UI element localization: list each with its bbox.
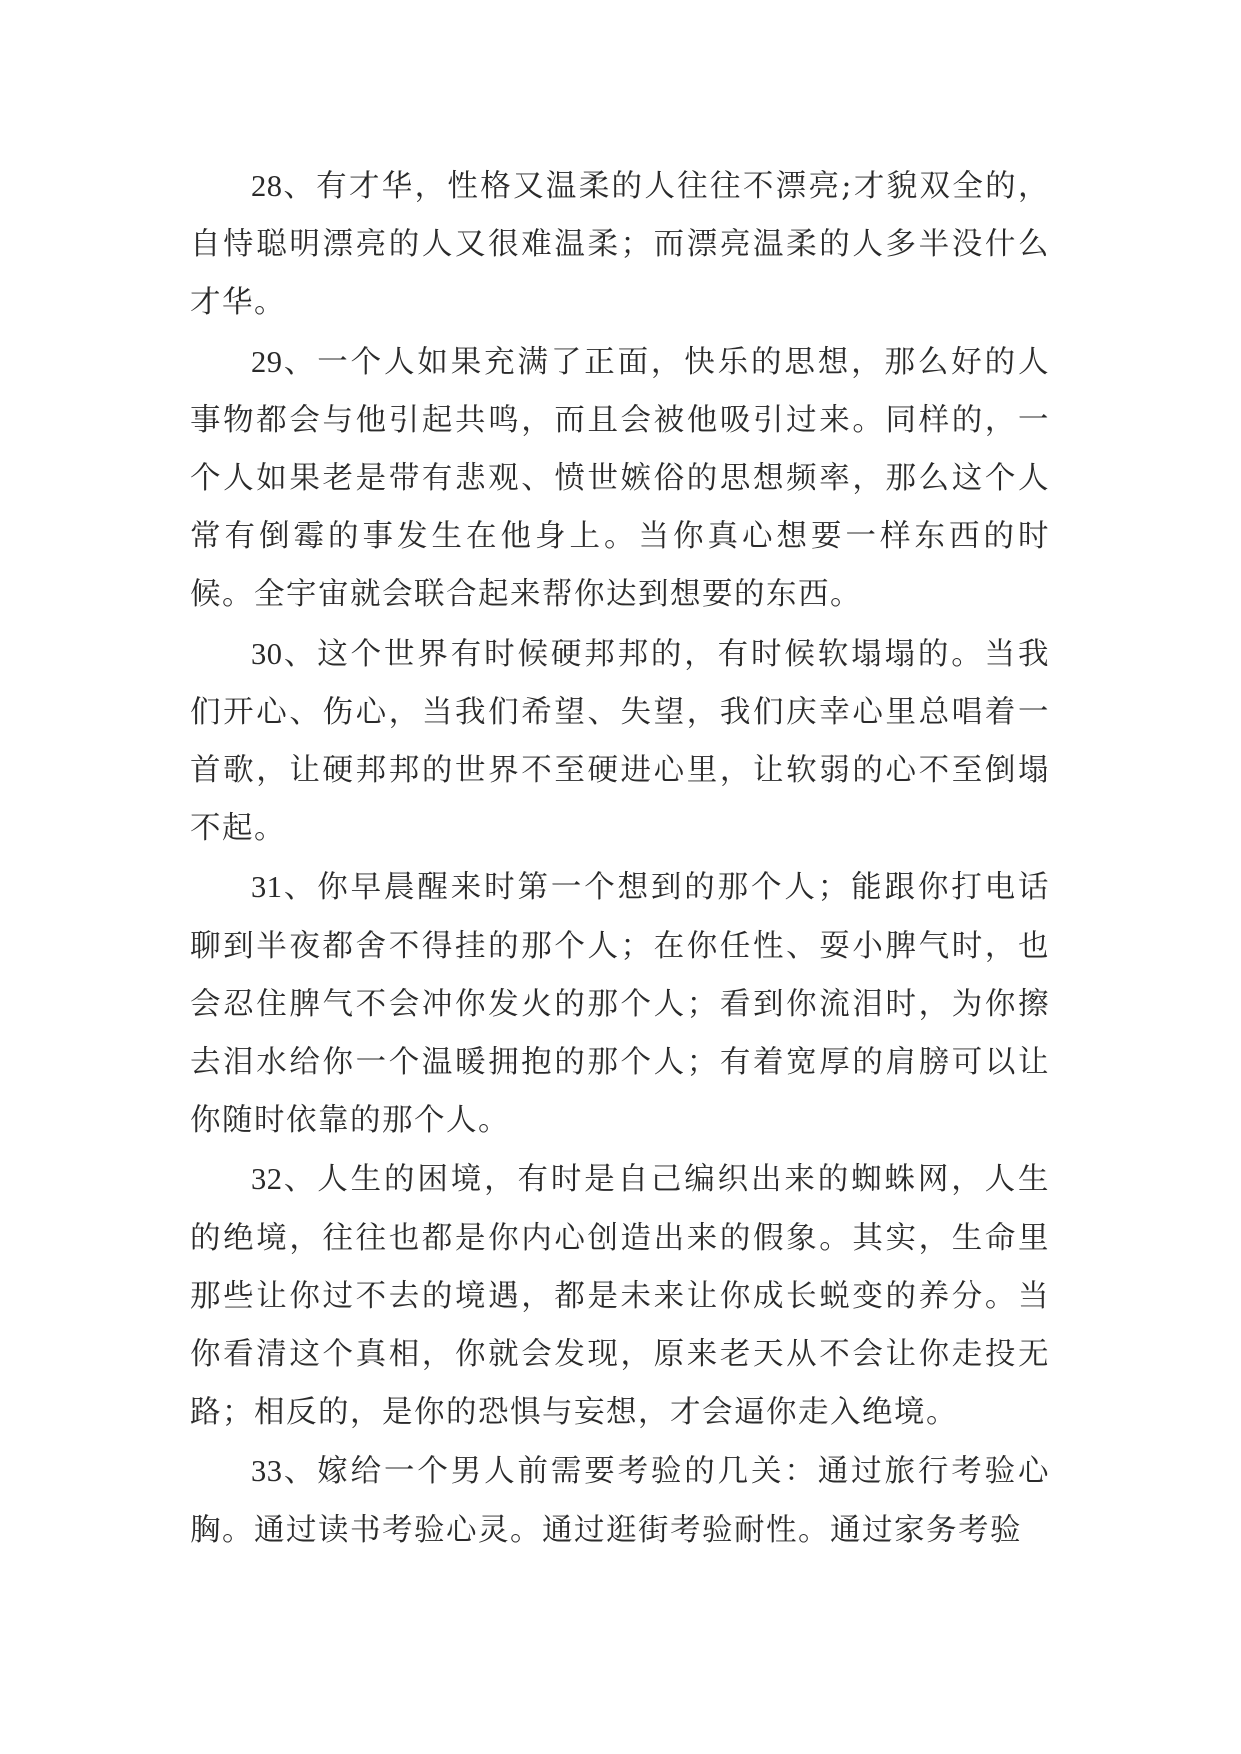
paragraph-text: 、有才华，性格又温柔的人往往不漂亮;才貌双全的，自恃聪明漂亮的人又很难温柔；而漂亮温柔的人多半没什么才华。 <box>190 169 1050 321</box>
paragraph-number: 31 <box>251 870 283 905</box>
paragraph-number: 29 <box>251 344 283 379</box>
paragraph-31 <box>190 858 1050 1150</box>
paragraph-28 <box>190 157 1050 333</box>
paragraph-text: 、人生的困境，有时是自己编织出来的蜘蛛网，人生的绝境，往往也都是你内心创造出来的假象。其实，生命里那些让你过不去的境遇，都是未来让你成长蜕变的养分。当你看清这个真相，你就会发现，原来老天从不会让你走投无路；相反的，是你的恐惧与妄想，才会逼你走入绝境。 <box>190 1162 1050 1431</box>
paragraph-text: 、你早晨醒来时第一个想到的那个人；能跟你打电话聊到半夜都舍不得挂的那个人；在你任性、耍小脾气时，也会忍住脾气不会冲你发火的那个人；看到你流泪时，为你擦去泪水给你一个温暖拥抱的那个人；有着宽厚的肩膀可以让你随时依靠的那个人。 <box>190 870 1050 1139</box>
paragraph-30 <box>190 625 1050 859</box>
paragraph-text: 、这个世界有时候硬邦邦的，有时候软塌塌的。当我们开心、伤心，当我们希望、失望，我们庆幸心里总唱着一首歌，让硬邦邦的世界不至硬进心里，让软弱的心不至倒塌不起。 <box>190 636 1050 847</box>
paragraph-number: 28 <box>251 169 283 203</box>
paragraph-32 <box>190 1150 1050 1442</box>
paragraph-33 <box>190 1442 1050 1559</box>
paragraph-29 <box>190 333 1050 625</box>
paragraph-number: 30 <box>251 636 283 671</box>
document-body <box>190 157 1050 1560</box>
paragraph-text: 、一个人如果充满了正面，快乐的思想，那么好的人事物都会与他引起共鸣，而且会被他吸引过来。同样的，一个人如果老是带有悲观、愤世嫉俗的思想频率，那么这个人常有倒霉的事发生在他身上。当你真心想要一样东西的时候。全宇宙就会联合起来帮你达到想要的东西。 <box>190 344 1050 613</box>
paragraph-text: 、嫁给一个男人前需要考验的几关：通过旅行考验心胸。通过读书考验心灵。通过逛街考验耐性。通过家务考验 <box>190 1454 1050 1548</box>
paragraph-number: 33 <box>251 1454 283 1489</box>
paragraph-number: 32 <box>251 1162 283 1197</box>
